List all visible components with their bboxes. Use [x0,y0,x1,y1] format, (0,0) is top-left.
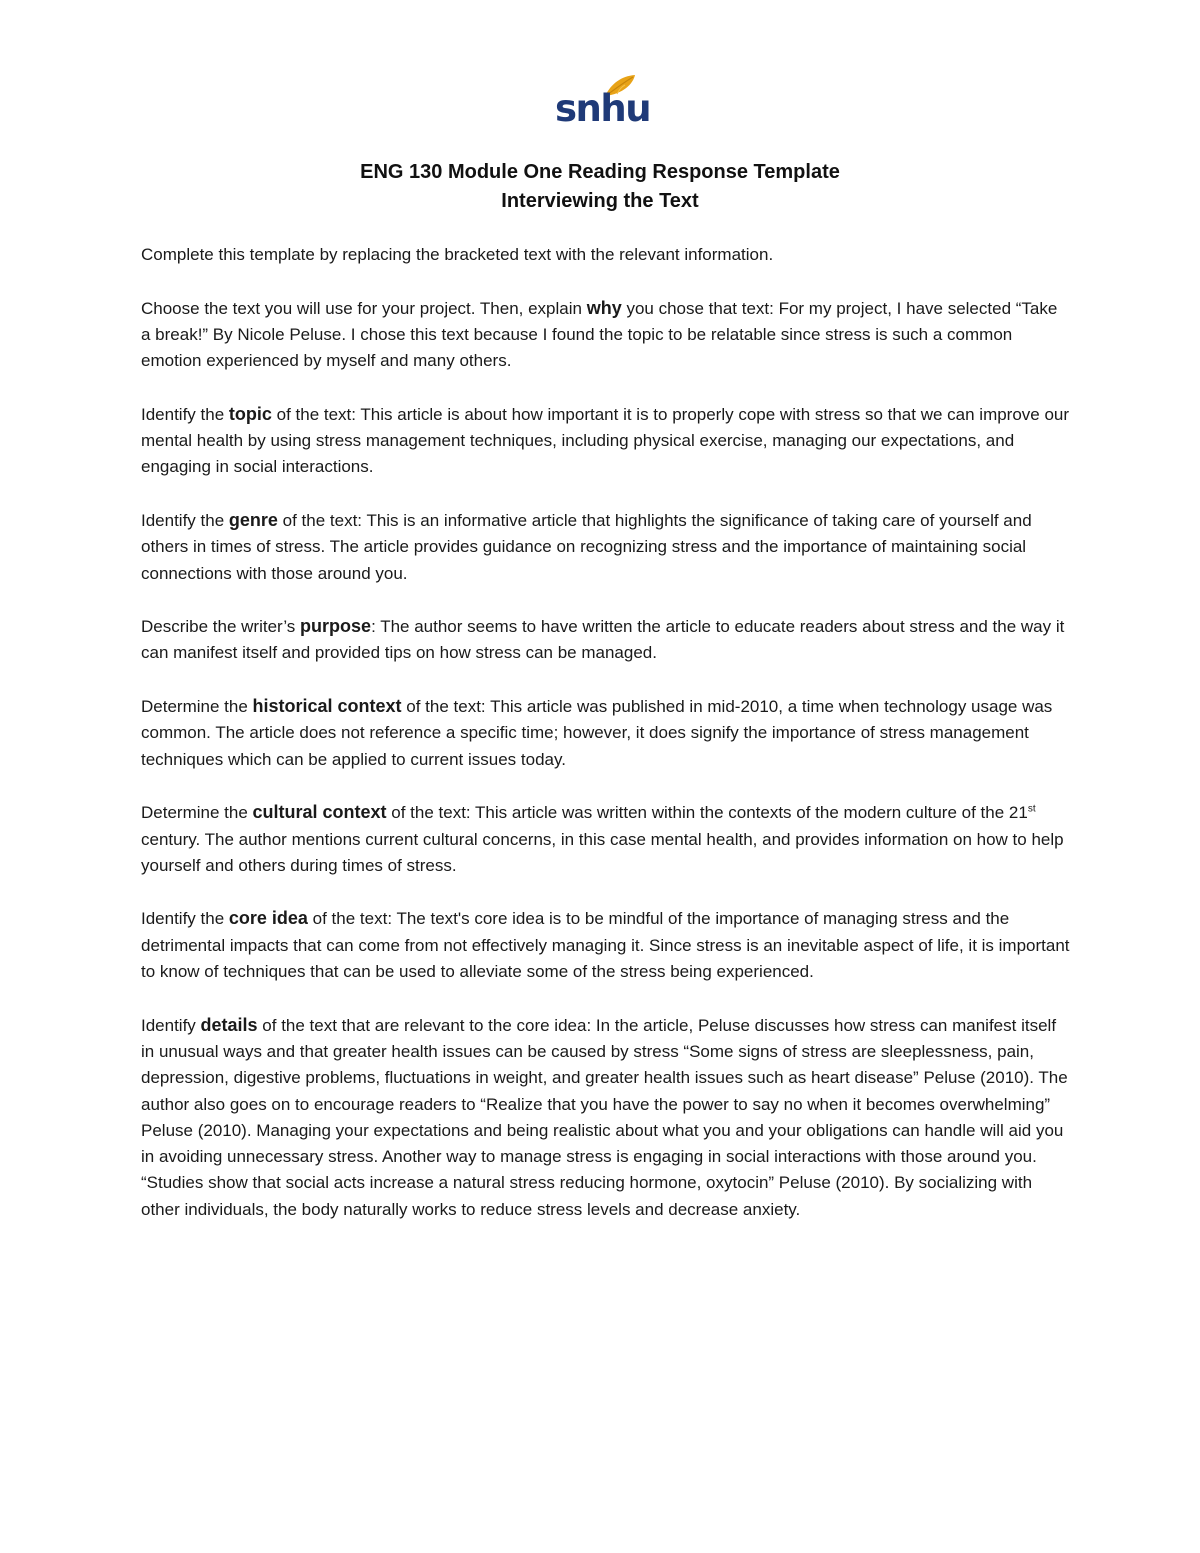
details-prefix: Identify [141,1015,201,1035]
details-keyword: details [200,1014,258,1035]
core-keyword: core idea [228,908,308,929]
document-body [141,242,1071,1249]
genre-paragraph [141,507,1071,587]
document-title [0,158,1200,216]
cultural-response-end: century. The author mentions current cultural concerns, in this case mental health, and provides information on how to help yourself and others during times of stress. [141,829,1064,875]
why-paragraph [141,295,1071,375]
historical-paragraph [141,693,1071,773]
purpose-paragraph [141,613,1071,667]
purpose-prefix: Describe the writer’s [141,617,301,637]
cultural-paragraph [141,799,1071,879]
snhu-logo [555,74,651,136]
genre-response: of the text: This is an informative article that highlights the significance of taking care of yourself and others in times of stress. The article provides guidance on recognizing stress and the importance of maintaining social connections with those around you. [141,510,1032,583]
why-keyword: why [586,297,622,318]
purpose-response: : The author seems to have written the article to educate readers about stress and the way it can manifest itself and provided tips on how stress can be managed. [141,617,1065,663]
ordinal-suffix: st [1027,803,1036,815]
historical-prefix: Determine the [141,697,253,717]
core-response: of the text: The text's core idea is to be mindful of the importance of managing stress and the detrimental impacts that can come from not effectively managing it. Since stress is an inevitable aspect of life, it is important to know of techniques that can be used to alleviate some of the stress being experienced. [141,909,1070,982]
topic-response: of the text: This article is about how important it is to properly cope with stress so that we can improve our mental health by using stress management techniques, including physical exercise, managing our expectations, and engaging in social interactions. [141,404,1070,477]
logo-wordmark: snhu [555,87,651,130]
topic-keyword: topic [228,403,272,424]
why-prefix: Choose the text you will use for your project. Then, explain [141,298,587,318]
topic-paragraph [141,401,1071,481]
cultural-keyword: cultural context [252,802,387,823]
details-paragraph [141,1012,1071,1223]
historical-keyword: historical context [252,696,402,717]
cultural-response-start: of the text: This article was written within the contexts of the modern culture of the 21 [386,803,1028,823]
purpose-keyword: purpose [300,616,372,637]
core-prefix: Identify the [141,909,229,929]
genre-keyword: genre [228,509,278,530]
topic-prefix: Identify the [141,404,229,424]
details-response: of the text that are relevant to the core idea: In the article, Peluse discusses how stress can manifest itself in unusual ways and that greater health issues can be caused by stress “Some signs of stress are sleeplessness, pain, depression, digestive problems, fluctuations in weight, and greater health issues such as heart disease” Peluse (2010). The author also goes on to encourage readers to “Realize that you have the power to say no when it becomes overwhelming” Peluse (2010). Managing your expectations and being realistic about what you and your obligations can handle will aid you in avoiding unnecessary stress. Another way to manage stress is engaging in social interactions with those around you. “Studies show that social acts increase a natural stress reducing hormone, oxytocin” Peluse (2010). By socializing with other individuals, the body naturally works to reduce stress levels and decrease anxiety. [141,1015,1068,1219]
instructions-paragraph: Complete this template by replacing the bracketed text with the relevant information. [141,245,774,264]
why-response: you chose that text: For my project, I have selected “Take a break!” By Nicole Peluse. I chose this text because I found the topic to be relatable since stress is such a common emotion experienced by myself and many others. [141,298,1058,371]
core-idea-paragraph [141,905,1071,985]
title-line-1: ENG 130 Module One Reading Response Template [360,161,840,183]
genre-prefix: Identify the [141,510,229,530]
title-line-2: Interviewing the Text [501,190,699,212]
historical-response: of the text: This article was published in mid-2010, a time when technology usage was common. The article does not reference a specific time; however, it does signify the importance of stress management techniques which can be applied to current issues today. [141,697,1053,769]
cultural-prefix: Determine the [141,803,253,823]
